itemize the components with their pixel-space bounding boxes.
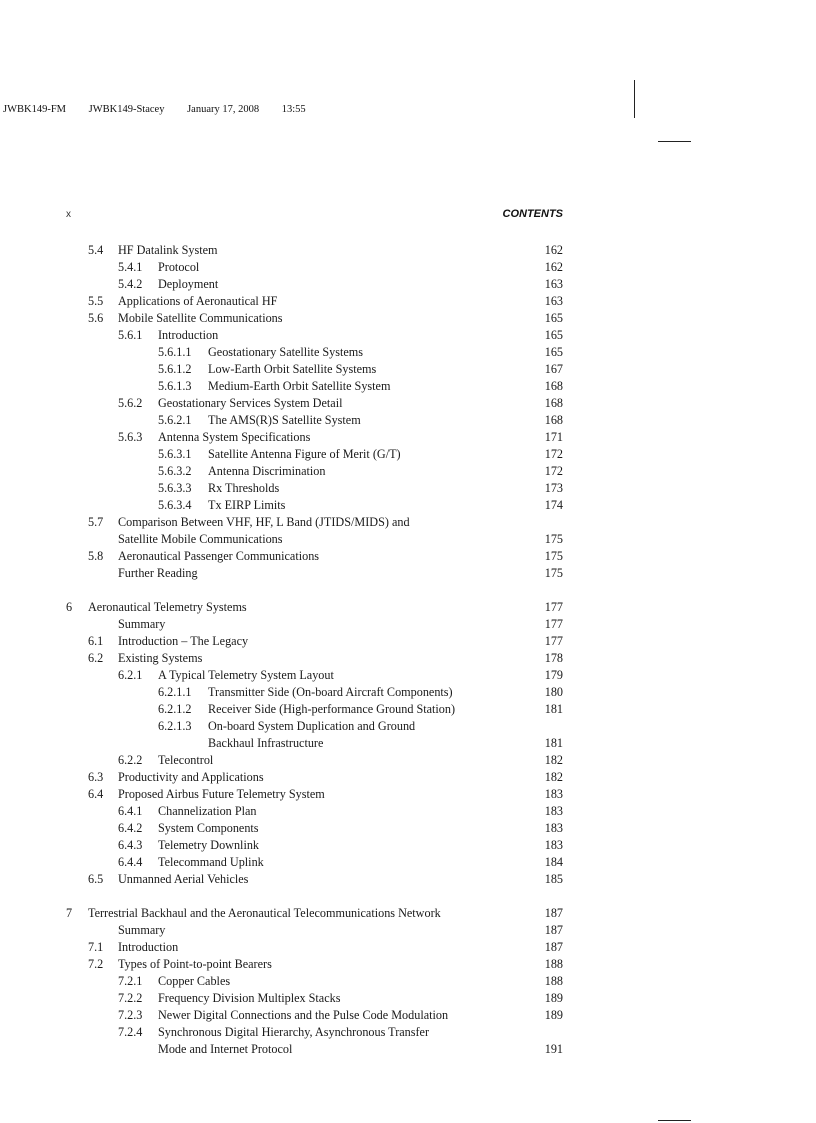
print-slug	[3, 104, 326, 115]
toc-entry-page: 171	[544, 430, 563, 444]
toc-entry-page: 172	[544, 464, 563, 478]
toc-entry-number: 6.4.2	[118, 821, 143, 835]
toc-entry[interactable]	[0, 378, 816, 395]
toc-entry-title: Introduction – The Legacy	[118, 634, 249, 648]
toc-entry-page: 168	[544, 379, 563, 393]
toc-entry-title: Introduction	[118, 940, 179, 954]
toc-entry-page: 183	[544, 838, 563, 852]
toc-entry-number: 5.4.2	[118, 277, 143, 291]
toc-entry-title: Geostationary Services System Detail	[158, 396, 343, 410]
toc-entry-page: 177	[544, 634, 563, 648]
toc-entry-title: Introduction	[158, 328, 219, 342]
toc-entry-title: HF Datalink System	[118, 243, 218, 257]
toc-entry[interactable]	[0, 684, 816, 701]
toc-entry-number: 7	[66, 906, 73, 920]
toc-entry-title: Tx EIRP Limits	[208, 498, 286, 512]
toc-entry-page: 179	[544, 668, 563, 682]
toc-entry-number: 7.1	[88, 940, 104, 954]
toc-entry-title: Proposed Airbus Future Telemetry System	[118, 787, 325, 801]
toc-entry-number: 6.2	[88, 651, 104, 665]
crop-mark-bottom	[658, 1120, 691, 1121]
toc-entry-title: Frequency Division Multiplex Stacks	[158, 991, 341, 1005]
toc-entry-page: 168	[544, 413, 563, 427]
table-of-contents	[0, 242, 816, 1058]
toc-entry-page: 168	[544, 396, 563, 410]
toc-entry-title: Channelization Plan	[158, 804, 257, 818]
toc-entry-title: Satellite Mobile Communications	[118, 532, 283, 546]
toc-entry-title: Newer Digital Connections and the Pulse Code Modulation	[158, 1008, 449, 1022]
toc-entry-title: Receiver Side (High-performance Ground Station)	[208, 702, 456, 716]
toc-entry[interactable]	[0, 752, 816, 769]
toc-entry-page: 165	[544, 345, 563, 359]
toc-entry-title: Summary	[118, 923, 166, 937]
toc-entry[interactable]	[0, 259, 816, 276]
toc-entry[interactable]	[0, 650, 816, 667]
toc-entry[interactable]	[0, 395, 816, 412]
toc-entry-page: 188	[544, 974, 563, 988]
toc-entry-title: Protocol	[158, 260, 200, 274]
toc-entry-title: On-board System Duplication and Ground	[208, 719, 416, 733]
toc-entry[interactable]	[0, 667, 816, 684]
toc-entry[interactable]	[0, 514, 816, 531]
toc-entry-page: 165	[544, 328, 563, 342]
toc-entry-page: 177	[544, 617, 563, 631]
toc-entry-title: Summary	[118, 617, 166, 631]
toc-entry[interactable]	[0, 361, 816, 378]
toc-entry[interactable]	[0, 837, 816, 854]
toc-entry-number: 6.2.2	[118, 753, 143, 767]
running-head: CONTENTS	[502, 208, 563, 220]
toc-entry[interactable]	[0, 769, 816, 786]
toc-entry-title: Mobile Satellite Communications	[118, 311, 283, 325]
toc-entry-title: Transmitter Side (On-board Aircraft Components)	[208, 685, 453, 699]
toc-entry[interactable]	[0, 242, 816, 259]
toc-entry-number: 5.6.2	[118, 396, 143, 410]
toc-entry-number: 5.6.1.1	[158, 345, 192, 359]
toc-entry-number: 6	[66, 600, 73, 614]
toc-entry[interactable]	[0, 429, 816, 446]
toc-entry-page: 188	[544, 957, 563, 971]
toc-entry-title: Synchronous Digital Hierarchy, Asynchronous Transfer	[158, 1025, 430, 1039]
toc-entry-number: 5.5	[88, 294, 104, 308]
toc-entry[interactable]	[0, 1041, 816, 1058]
print-time: 13:55	[281, 104, 306, 115]
toc-entry-number: 5.4.1	[118, 260, 143, 274]
toc-entry-page: 180	[544, 685, 563, 699]
toc-entry-number: 7.2.2	[118, 991, 143, 1005]
toc-entry-page: 177	[544, 600, 563, 614]
toc-entry-title: System Components	[158, 821, 259, 835]
toc-entry[interactable]	[0, 1024, 816, 1041]
toc-entry-number: 6.4.3	[118, 838, 143, 852]
toc-entry[interactable]	[0, 633, 816, 650]
toc-entry[interactable]	[0, 616, 816, 633]
toc-entry-page: 183	[544, 804, 563, 818]
toc-entry[interactable]	[0, 327, 816, 344]
toc-entry-number: 5.6.3.4	[158, 498, 192, 512]
toc-entry[interactable]	[0, 446, 816, 463]
toc-entry-number: 5.6.3.3	[158, 481, 192, 495]
toc-entry-page: 178	[544, 651, 563, 665]
toc-entry-number: 6.4	[88, 787, 104, 801]
toc-entry-title: Aeronautical Passenger Communications	[118, 549, 320, 563]
toc-entry[interactable]	[0, 548, 816, 565]
toc-entry-number: 5.4	[88, 243, 104, 257]
toc-gap	[0, 888, 816, 905]
toc-entry[interactable]	[0, 531, 816, 548]
toc-entry-title: Satellite Antenna Figure of Merit (G/T)	[208, 447, 401, 461]
toc-entry-number: 5.6	[88, 311, 104, 325]
toc-entry[interactable]	[0, 718, 816, 735]
toc-entry-page: 174	[544, 498, 563, 512]
toc-entry-number: 6.2.1.1	[158, 685, 192, 699]
toc-entry-title: A Typical Telemetry System Layout	[158, 668, 334, 682]
author-code: JWBK149-Stacey	[88, 104, 165, 115]
toc-entry-page: 191	[544, 1042, 563, 1056]
toc-entry[interactable]	[0, 497, 816, 514]
toc-entry-number: 6.2.1.3	[158, 719, 192, 733]
toc-entry[interactable]	[0, 871, 816, 888]
toc-entry-page: 183	[544, 821, 563, 835]
toc-entry-number: 5.6.3	[118, 430, 143, 444]
book-code: JWBK149-FM	[3, 104, 67, 115]
toc-entry-number: 5.6.2.1	[158, 413, 192, 427]
toc-entry-title: Unmanned Aerial Vehicles	[118, 872, 249, 886]
toc-entry-title: Mode and Internet Protocol	[158, 1042, 293, 1056]
toc-entry-page: 175	[544, 549, 563, 563]
toc-entry[interactable]	[0, 973, 816, 990]
toc-entry-number: 6.1	[88, 634, 104, 648]
toc-entry-title: Antenna Discrimination	[208, 464, 326, 478]
toc-entry-number: 5.8	[88, 549, 104, 563]
toc-entry-title: Telemetry Downlink	[158, 838, 260, 852]
toc-entry[interactable]	[0, 599, 816, 616]
toc-entry-page: 184	[544, 855, 563, 869]
toc-entry-page: 189	[544, 991, 563, 1005]
toc-entry-title: Types of Point-to-point Bearers	[118, 957, 272, 971]
toc-entry-title: Low-Earth Orbit Satellite Systems	[208, 362, 377, 376]
toc-entry-page: 173	[544, 481, 563, 495]
toc-entry-page: 172	[544, 447, 563, 461]
toc-entry-number: 7.2.4	[118, 1025, 143, 1039]
toc-entry[interactable]	[0, 939, 816, 956]
toc-entry-title: Antenna System Specifications	[158, 430, 311, 444]
crop-mark-top	[658, 141, 691, 142]
toc-entry[interactable]	[0, 293, 816, 310]
toc-entry-title: Backhaul Infrastructure	[208, 736, 324, 750]
toc-entry[interactable]	[0, 701, 816, 718]
toc-entry-number: 5.6.3.1	[158, 447, 192, 461]
toc-entry-title: Comparison Between VHF, HF, L Band (JTIDS/MIDS) and	[118, 515, 410, 529]
toc-entry-title: Applications of Aeronautical HF	[118, 294, 278, 308]
page-number: x	[66, 209, 71, 220]
toc-entry[interactable]	[0, 463, 816, 480]
toc-entry[interactable]	[0, 565, 816, 582]
toc-entry[interactable]	[0, 344, 816, 361]
toc-entry-title: Rx Thresholds	[208, 481, 280, 495]
toc-entry-page: 163	[544, 294, 563, 308]
toc-entry-page: 187	[544, 923, 563, 937]
toc-gap	[0, 582, 816, 599]
toc-entry-number: 5.6.3.2	[158, 464, 192, 478]
toc-entry-number: 6.2.1	[118, 668, 143, 682]
toc-entry-number: 6.4.4	[118, 855, 143, 869]
toc-entry-number: 7.2.1	[118, 974, 143, 988]
toc-entry-page: 162	[544, 260, 563, 274]
toc-entry-page: 163	[544, 277, 563, 291]
toc-entry-page: 182	[544, 753, 563, 767]
toc-entry[interactable]	[0, 820, 816, 837]
toc-entry-title: Existing Systems	[118, 651, 203, 665]
toc-entry-number: 7.2	[88, 957, 104, 971]
toc-entry-page: 182	[544, 770, 563, 784]
toc-entry[interactable]	[0, 905, 816, 922]
toc-entry-title: Terrestrial Backhaul and the Aeronautical Telecommunications Network	[88, 906, 441, 920]
toc-entry[interactable]	[0, 735, 816, 752]
toc-entry[interactable]	[0, 276, 816, 293]
toc-entry-page: 189	[544, 1008, 563, 1022]
toc-entry-page: 187	[544, 940, 563, 954]
toc-entry-page: 181	[544, 702, 563, 716]
toc-entry-title: Copper Cables	[158, 974, 231, 988]
toc-entry-page: 175	[544, 566, 563, 580]
toc-entry-page: 175	[544, 532, 563, 546]
toc-entry-title: The AMS(R)S Satellite System	[208, 413, 361, 427]
toc-entry[interactable]	[0, 310, 816, 327]
toc-entry[interactable]	[0, 786, 816, 803]
toc-entry[interactable]	[0, 412, 816, 429]
toc-entry-number: 6.5	[88, 872, 104, 886]
toc-entry-number: 5.7	[88, 515, 104, 529]
toc-entry-page: 181	[544, 736, 563, 750]
toc-entry[interactable]	[0, 956, 816, 973]
toc-entry-title: Telecommand Uplink	[158, 855, 264, 869]
toc-entry-title: Deployment	[158, 277, 219, 291]
toc-entry-title: Aeronautical Telemetry Systems	[88, 600, 247, 614]
toc-entry[interactable]	[0, 922, 816, 939]
toc-entry[interactable]	[0, 803, 816, 820]
toc-entry[interactable]	[0, 990, 816, 1007]
toc-entry-number: 5.6.1.3	[158, 379, 192, 393]
toc-entry-number: 6.4.1	[118, 804, 143, 818]
toc-entry-number: 5.6.1.2	[158, 362, 192, 376]
toc-entry[interactable]	[0, 1007, 816, 1024]
toc-entry-page: 162	[544, 243, 563, 257]
toc-entry-page: 185	[544, 872, 563, 886]
toc-entry-title: Productivity and Applications	[118, 770, 264, 784]
toc-entry-number: 6.3	[88, 770, 104, 784]
toc-entry-title: Further Reading	[118, 566, 198, 580]
toc-entry-title: Telecontrol	[158, 753, 214, 767]
toc-entry-page: 165	[544, 311, 563, 325]
print-date: January 17, 2008	[187, 104, 260, 115]
toc-entry-title: Medium-Earth Orbit Satellite System	[208, 379, 391, 393]
toc-entry-page: 167	[544, 362, 563, 376]
toc-entry-number: 7.2.3	[118, 1008, 143, 1022]
toc-entry-number: 6.2.1.2	[158, 702, 192, 716]
toc-entry-page: 183	[544, 787, 563, 801]
crop-mark-vertical	[634, 80, 635, 118]
toc-entry-number: 5.6.1	[118, 328, 143, 342]
toc-entry[interactable]	[0, 854, 816, 871]
toc-entry-page: 187	[544, 906, 563, 920]
toc-entry-title: Geostationary Satellite Systems	[208, 345, 364, 359]
toc-entry[interactable]	[0, 480, 816, 497]
